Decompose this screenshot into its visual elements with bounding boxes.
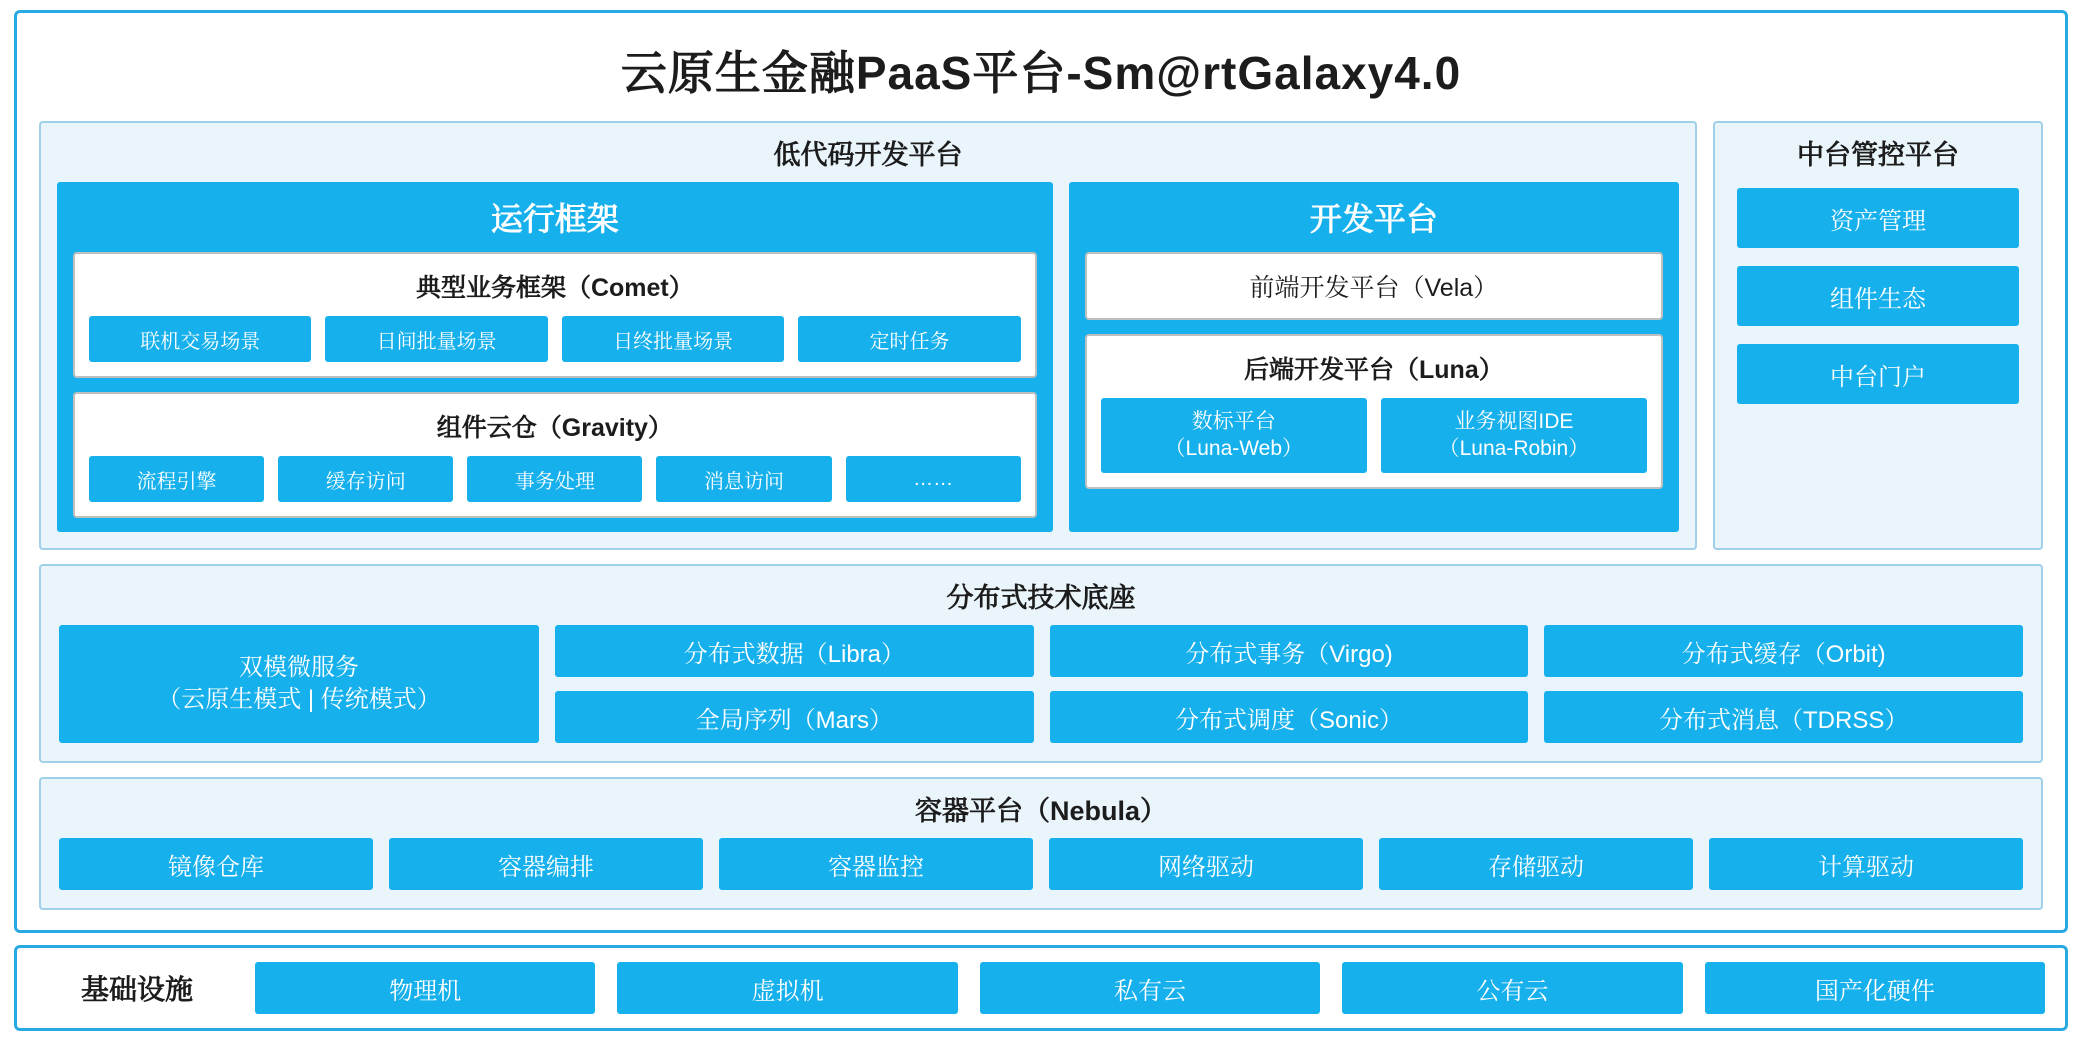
- distributed-column: [1544, 625, 2023, 743]
- comet-item[interactable]: 日间批量场景: [325, 316, 547, 362]
- container-platform-title: 容器平台（Nebula）: [914, 796, 1168, 826]
- distributed-column: [1050, 625, 1529, 743]
- comet-group-title: 典型业务框架（Comet）: [415, 274, 694, 302]
- distributed-transaction-virgo[interactable]: 分布式事务（Virgo): [1050, 625, 1529, 677]
- midplatform-item-asset-management[interactable]: 资产管理: [1737, 188, 2019, 248]
- distributed-scheduling-sonic[interactable]: 分布式调度（Sonic）: [1050, 691, 1529, 743]
- comet-item[interactable]: 定时任务: [798, 316, 1020, 362]
- lowcode-platform-title: 低代码开发平台: [773, 140, 963, 170]
- luna-robin-line2: （Luna-Robin）: [1438, 437, 1590, 461]
- gravity-item[interactable]: 缓存访问: [278, 456, 453, 502]
- global-sequence-mars[interactable]: 全局序列（Mars）: [555, 691, 1034, 743]
- infrastructure-item-physical-machine[interactable]: 物理机: [255, 962, 595, 1014]
- comet-item[interactable]: 日终批量场景: [562, 316, 784, 362]
- container-item-network-driver[interactable]: 网络驱动: [1049, 838, 1363, 890]
- lowcode-platform-body: [41, 182, 1695, 532]
- comet-group: [73, 252, 1037, 378]
- distributed-columns: [555, 625, 2023, 743]
- distributed-message-tdrss[interactable]: 分布式消息（TDRSS）: [1544, 691, 2023, 743]
- comet-group-items: [89, 316, 1021, 362]
- container-item-storage-driver[interactable]: 存储驱动: [1379, 838, 1693, 890]
- distributed-foundation-panel: [39, 564, 2043, 763]
- gravity-group-title: 组件云仓（Gravity）: [436, 414, 673, 442]
- container-item-compute-driver[interactable]: 计算驱动: [1709, 838, 2023, 890]
- dual-mode-microservice-block: [59, 625, 539, 743]
- gravity-item[interactable]: 消息访问: [656, 456, 831, 502]
- gravity-item[interactable]: 流程引擎: [89, 456, 264, 502]
- page-title: 云原生金融PaaS平台-Sm@rtGalaxy4.0: [620, 47, 1462, 99]
- lowcode-platform-panel: [39, 121, 1697, 550]
- infrastructure-item-private-cloud[interactable]: 私有云: [980, 962, 1320, 1014]
- development-platform-title: 开发平台: [1309, 201, 1438, 237]
- dual-mode-line1: 双模微服务: [239, 653, 359, 681]
- luna-web-line2: （Luna-Web）: [1164, 437, 1304, 461]
- platform-outer-frame: [14, 10, 2068, 933]
- container-item-orchestration[interactable]: 容器编排: [389, 838, 703, 890]
- distributed-foundation-title: 分布式技术底座: [946, 583, 1136, 613]
- backend-platform-items: [1101, 398, 1647, 473]
- luna-robin-box[interactable]: [1381, 398, 1647, 473]
- frontend-platform-box[interactable]: 前端开发平台（Vela）: [1085, 252, 1663, 320]
- infrastructure-item-public-cloud[interactable]: 公有云: [1342, 962, 1682, 1014]
- infrastructure-item-virtual-machine[interactable]: 虚拟机: [617, 962, 957, 1014]
- infrastructure-item-domestic-hardware[interactable]: 国产化硬件: [1705, 962, 2045, 1014]
- distributed-cache-orbit[interactable]: 分布式缓存（Orbit): [1544, 625, 2023, 677]
- infrastructure-items: [255, 962, 2045, 1014]
- midplatform-items: [1715, 182, 2041, 404]
- midplatform-item-component-ecosystem[interactable]: 组件生态: [1737, 266, 2019, 326]
- distributed-column: [555, 625, 1034, 743]
- container-item-image-repo[interactable]: 镜像仓库: [59, 838, 373, 890]
- distributed-foundation-body: [41, 625, 2041, 743]
- midplatform-panel: [1713, 121, 2043, 550]
- luna-web-line1: 数标平台: [1191, 410, 1276, 433]
- gravity-item-more[interactable]: ……: [846, 456, 1021, 502]
- development-platform-block: [1069, 182, 1679, 532]
- gravity-group-items: [89, 456, 1021, 502]
- luna-robin-line1: 业务视图IDE: [1454, 410, 1574, 433]
- midplatform-item-portal[interactable]: 中台门户: [1737, 344, 2019, 404]
- comet-item[interactable]: 联机交易场景: [89, 316, 311, 362]
- top-row: [39, 121, 2043, 550]
- runtime-framework-title: 运行框架: [490, 201, 619, 237]
- distributed-data-libra[interactable]: 分布式数据（Libra）: [555, 625, 1034, 677]
- backend-platform-title: 后端开发平台（Luna）: [1244, 356, 1504, 384]
- midplatform-title: 中台管控平台: [1797, 140, 1959, 170]
- luna-web-box[interactable]: [1101, 398, 1367, 473]
- container-platform-items: [41, 838, 2041, 890]
- infrastructure-panel: [14, 945, 2068, 1031]
- backend-platform-group: [1085, 334, 1663, 489]
- dual-mode-microservice-box[interactable]: [59, 625, 539, 743]
- gravity-item[interactable]: 事务处理: [467, 456, 642, 502]
- dual-mode-line2: （云原生模式 | 传统模式）: [157, 686, 441, 713]
- gravity-group: [73, 392, 1037, 518]
- runtime-framework-block: [57, 182, 1053, 532]
- container-platform-panel: [39, 777, 2043, 910]
- infrastructure-label: 基础设施: [80, 974, 193, 1005]
- container-item-monitoring[interactable]: 容器监控: [719, 838, 1033, 890]
